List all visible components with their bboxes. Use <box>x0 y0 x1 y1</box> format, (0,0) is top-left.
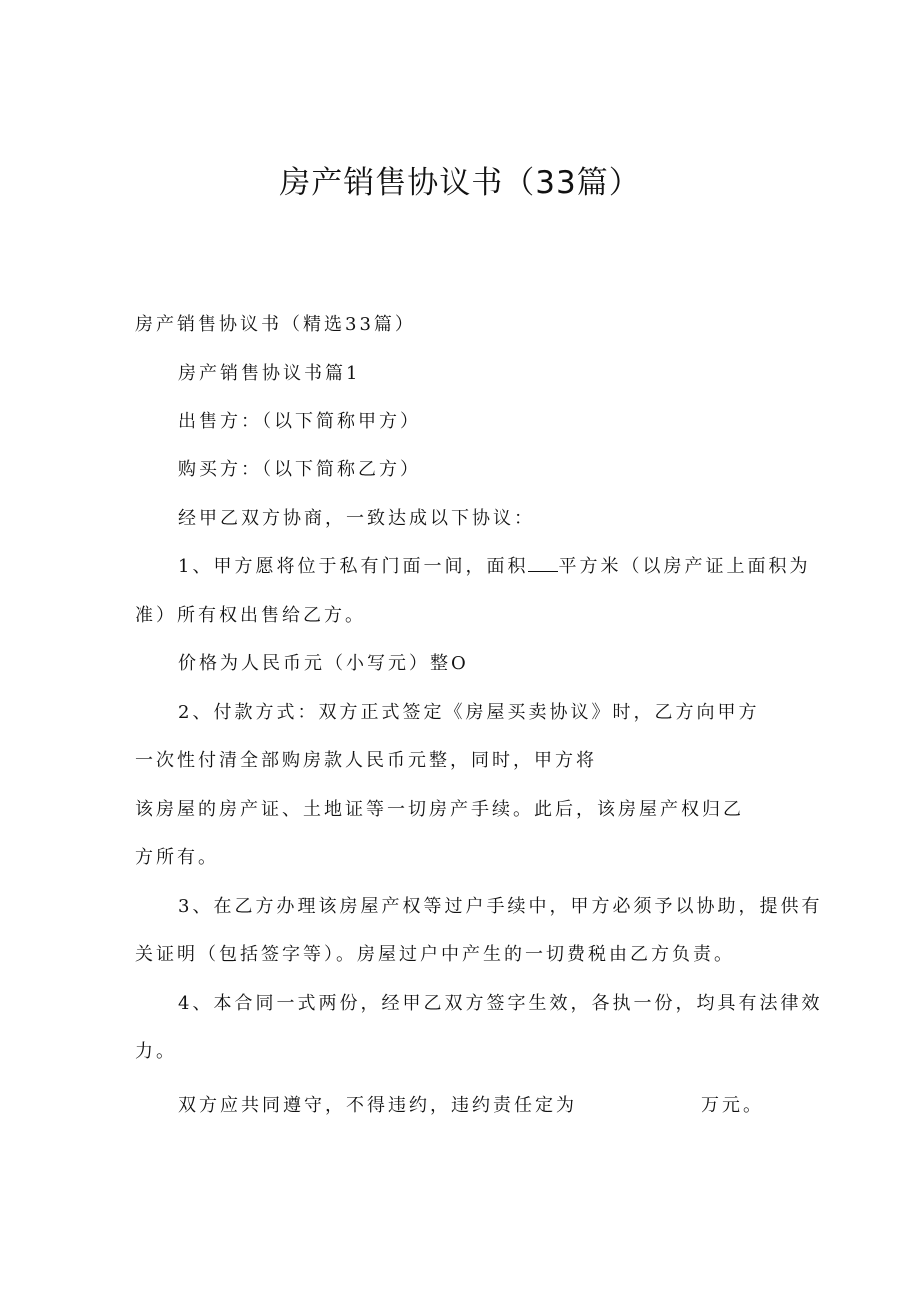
buyer-line: 购买方：（以下简称乙方） <box>178 459 421 480</box>
seller-line: 出售方：（以下简称甲方） <box>178 411 421 432</box>
clause-1-line-1 <box>178 552 810 582</box>
intro-line: 经甲乙双方协商，一致达成以下协议： <box>178 508 535 529</box>
document-title: 房产销售协议书（33篇） <box>279 165 641 201</box>
clause-3-line-1: 3、在乙方办理该房屋产权等过户手续中，甲方必须予以协助，提供有 <box>178 896 823 917</box>
clause-2-line-2: 一次性付清全部购房款人民币元整，同时，甲方将 <box>135 750 597 771</box>
clause-1-text-a: 1、甲方愿将位于私有门面一间，面积 <box>178 556 529 577</box>
section-heading: 房产销售协议书篇1 <box>178 363 361 384</box>
clause-2-line-4: 方所有。 <box>135 847 219 868</box>
clause-4-line-1: 4、本合同一式两份，经甲乙双方签字生效，各执一份，均具有法律效 <box>178 993 823 1014</box>
clause-4-line-2: 力。 <box>135 1041 177 1062</box>
penalty-text-b: 万元。 <box>701 1095 764 1116</box>
clause-1-text-b: 平方米（以房产证上面积为 <box>558 556 811 577</box>
clause-1-line-2: 准）所有权出售给乙方。 <box>135 605 366 626</box>
penalty-line <box>178 1091 764 1121</box>
clause-2-line-1: 2、付款方式：双方正式签定《房屋买卖协议》时，乙方向甲方 <box>178 702 760 723</box>
price-line: 价格为人民币元（小写元）整O <box>178 653 469 674</box>
document-subtitle: 房产销售协议书（精选33篇） <box>135 314 416 335</box>
area-blank <box>528 553 558 572</box>
clause-3-line-2: 关证明（包括签字等）。房屋过户中产生的一切费税由乙方负责。 <box>135 944 735 965</box>
penalty-text-a: 双方应共同遵守，不得违约，违约责任定为 <box>178 1095 577 1116</box>
clause-2-line-3: 该房屋的房产证、土地证等一切房产手续。此后，该房屋产权归乙 <box>135 799 744 820</box>
